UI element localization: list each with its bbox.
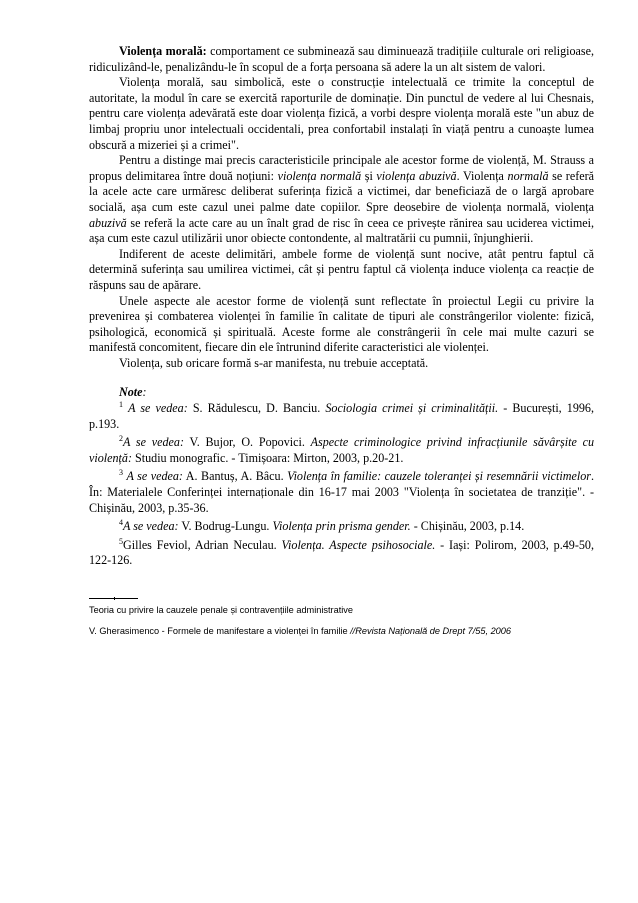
text-segment: se referă la acele acte care urmăresc deliberat suferința fizică a victimei, dar beneficiază de o largă aprobare socială, așa cum este cazul unei palme date copiilor. Spre deosebire de violența normală, violența bbox=[89, 168, 594, 214]
paragraph-moral-violence-definition bbox=[89, 44, 594, 75]
italic-term: abuzivă bbox=[89, 215, 127, 230]
note-number: 5 bbox=[119, 536, 123, 546]
notes-title: Note bbox=[119, 385, 143, 400]
note-rest: - București, 1996, p.193. bbox=[89, 401, 594, 431]
document-body bbox=[89, 44, 594, 572]
term-moral-violence: Violența morală: bbox=[119, 44, 207, 58]
text-segment: și bbox=[361, 168, 377, 183]
text-segment: . Violența bbox=[456, 168, 508, 183]
notes-list bbox=[89, 401, 594, 569]
citation-journal: //Revista Națională de Drept 7/55, 2006 bbox=[350, 626, 512, 636]
note-work: Aspecte criminologice privind infracțiunile săvârșite cu violență: bbox=[89, 435, 594, 465]
citation-text: V. Gherasimenco - Formele de manifestare a violenței în familie bbox=[89, 626, 351, 636]
note-ref: A se vedea: bbox=[123, 519, 179, 534]
paragraph-symbolic-violence: Violența morală, sau simbolică, este o construcție intelectuală ce trimite la conceptul de autoritate, la modul în care se exercită raporturile de dominație. Din punctul de vedere al lui Chesnais, pentru care violența adevărată este doar violența fizică, a vorbi despre violența morală este "un abuz de limbaj propriu unor intelectuali occidentali, prea confortabil instalați în viață pentru a cunoaște lumea obscură a mizeriei și a crimei". bbox=[89, 75, 594, 152]
note-number: 2 bbox=[119, 434, 123, 444]
note-authors: A. Bantuș, A. Bâcu. bbox=[182, 469, 288, 484]
note-rest: Studiu monografic. - Timișoara: Mirton, 2003, p.20-21. bbox=[131, 450, 404, 465]
italic-term: violența normală bbox=[277, 168, 362, 183]
definition-text: comportament ce subminează sau diminuează tradițiile culturale ori religioase, ridiculizând-le, penalizându-le în scopul de a forța persoana să adere la un alt sistem de valori. bbox=[89, 44, 594, 74]
note-authors: V. Bujor, O. Popovici. bbox=[183, 435, 311, 450]
paragraph-conclusion: Violența, sub oricare formă s-ar manifesta, nu trebuie acceptată. bbox=[119, 355, 429, 370]
note-rest: - Iași: Polirom, 2003, p.49-50, 122-126. bbox=[89, 537, 594, 568]
footer-line-citation bbox=[89, 625, 594, 637]
paragraph-harmfulness: Indiferent de aceste delimitări, ambele forme de violență sunt nocive, atât pentru faptul că determină suferința sau umilirea victimei, cât și pentru faptul că violența induce violența ca reacție de răspuns sau de apărare. bbox=[89, 246, 594, 292]
footer-divider bbox=[89, 598, 138, 599]
note-ref: A se vedea: bbox=[128, 401, 188, 416]
text-segment: se referă la acte care au un înalt grad de risc în ceea ce privește rănirea sau uciderea victimei, așa cum este cazul utilizării unor obiecte contondente, al maltratării cu pumnii, înjunghierii. bbox=[89, 215, 594, 246]
divider-tick bbox=[114, 597, 115, 600]
text-segment: Pentru a distinge mai precis caracteristicile principale ale acestor forme de violență, M. Strauss a propus delimitarea între două noțiuni: bbox=[89, 153, 594, 183]
notes-heading bbox=[89, 385, 594, 401]
italic-term: normală bbox=[507, 168, 549, 183]
paragraph-strauss-distinction bbox=[89, 153, 594, 247]
note-item bbox=[89, 401, 594, 432]
note-authors: V. Bodrug-Lungu. bbox=[178, 519, 273, 534]
note-item bbox=[89, 519, 594, 535]
note-ref: A se vedea: bbox=[126, 469, 183, 484]
note-work: Violența în familie: cauzele toleranței și resemnării victimelor bbox=[287, 469, 591, 484]
note-work: Sociologia crimei și criminalității. bbox=[325, 401, 499, 416]
note-item bbox=[89, 538, 594, 569]
note-work: Violența. Aspecte psihosociale. bbox=[281, 537, 436, 552]
note-item bbox=[89, 435, 594, 466]
italic-term: violența abuzivă bbox=[376, 168, 457, 183]
note-number: 4 bbox=[119, 518, 123, 528]
note-number: 3 bbox=[119, 468, 123, 478]
notes-colon: : bbox=[142, 385, 147, 400]
note-work: Violența prin prisma gender. bbox=[272, 519, 411, 534]
note-ref: A se vedea: bbox=[123, 435, 184, 450]
footer-line-section: Teoria cu privire la cauzele penale și contravențiile administrative bbox=[89, 605, 354, 615]
note-rest: . În: Materialele Conferinței internaționale din 16-17 mai 2003 "Violența în societatea de tranziție". - Chișinău, 2003, p.35-36. bbox=[89, 469, 594, 515]
paragraph-law-project: Unele aspecte ale acestor forme de violență sunt reflectate în proiectul Legii cu privire la prevenirea și combaterea violenței în familie în calitate de tipuri ale constrângerilor violente: fizică, psihologică, economică și spirituală. Aceste forme ale constrângerii în cele mai multe cazuri se manifestă concomitent, fiecare din ele întrunind diferite caracteristici ale violenței. bbox=[89, 293, 594, 355]
note-number: 1 bbox=[119, 400, 123, 410]
note-rest: - Chișinău, 2003, p.14. bbox=[410, 519, 525, 534]
note-authors: Gilles Feviol, Adrian Neculau. bbox=[123, 537, 282, 552]
page-footer bbox=[89, 598, 594, 646]
note-item bbox=[89, 469, 594, 516]
note-authors: S. Rădulescu, D. Banciu. bbox=[187, 401, 326, 416]
